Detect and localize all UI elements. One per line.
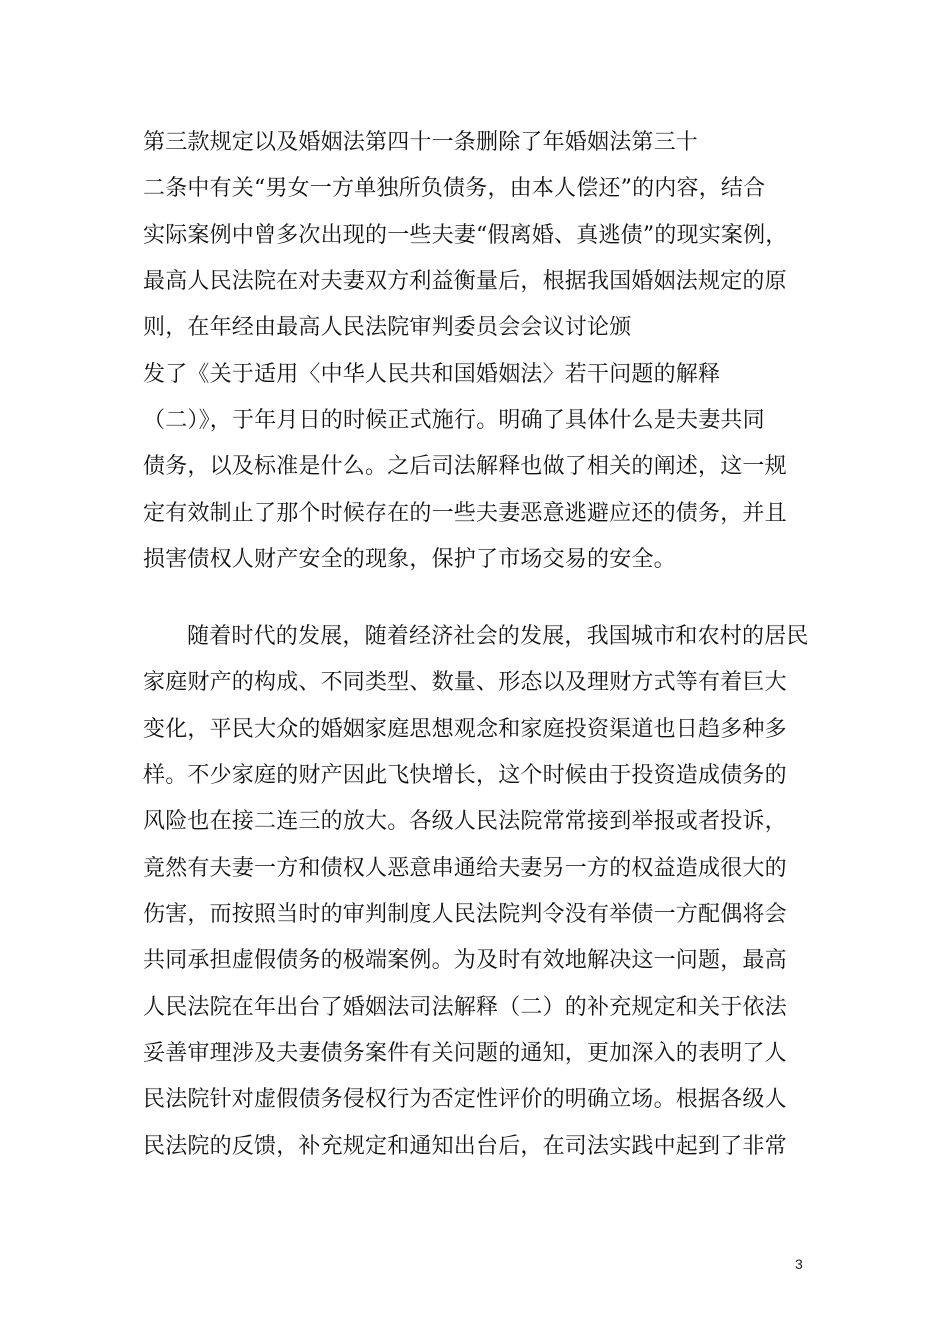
text-line: 人民法院在年出台了婚姻法司法解释（二）的补充规定和关于依法 xyxy=(143,995,787,1020)
text-line: 变化，平民大众的婚姻家庭思想观念和家庭投资渠道也日趋多种多 xyxy=(143,717,787,742)
text-line: 二条中有关“男女一方单独所负债务，由本人偿还”的内容，结合 xyxy=(143,176,766,201)
text-line: 共同承担虚假债务的极端案例。为及时有效地解决这一问题，最高 xyxy=(143,948,787,973)
text-line: 家庭财产的构成、不同类型、数量、形态以及理财方式等有着巨大 xyxy=(143,670,787,695)
text-line: （二）》，于年月日的时候正式施行。明确了具体什么是夫妻共同 xyxy=(143,408,765,433)
text-line: 债务，以及标准是什么。之后司法解释也做了相关的阐述，这一规 xyxy=(143,454,787,479)
text-line: 随着时代的发展，随着经济社会的发展，我国城市和农村的居民 xyxy=(187,624,809,649)
text-line: 妥善审理涉及夫妻债务案件有关问题的通知，更加深入的表明了人 xyxy=(143,1041,787,1066)
text-line: 竟然有夫妻一方和债权人恶意串通给夫妻另一方的权益造成很大的 xyxy=(143,856,787,881)
text-line: 样。不少家庭的财产因此飞快增长，这个时候由于投资造成债务的 xyxy=(143,763,787,788)
text-line: 损害债权人财产安全的现象，保护了市场交易的安全。 xyxy=(143,547,676,572)
text-line: 则，在年经由最高人民法院审判委员会会议讨论颁 xyxy=(143,315,632,340)
text-line: 民法院针对虚假债务侵权行为否定性评价的明确立场。根据各级人 xyxy=(143,1087,787,1112)
text-line: 民法院的反馈，补充规定和通知出台后，在司法实践中起到了非常 xyxy=(143,1134,787,1159)
text-line: 最高人民法院在对夫妻双方利益衡量后，根据我国婚姻法规定的原 xyxy=(143,269,787,294)
text-line: 伤害，而按照当时的审判制度人民法院判令没有举债一方配偶将会 xyxy=(143,902,787,927)
text-line: 第三款规定以及婚姻法第四十一条删除了年婚姻法第三十 xyxy=(143,130,699,155)
text-line: 实际案例中曾多次出现的一些夫妻“假离婚、真逃债”的现实案例， xyxy=(143,223,788,248)
page-number: 3 xyxy=(795,1256,803,1272)
text-line: 发了《关于适用〈中华人民共和国婚姻法〉若干问题的解释 xyxy=(143,362,721,387)
text-line: 定有效制止了那个时候存在的一些夫妻恶意逃避应还的债务，并且 xyxy=(143,501,787,526)
text-line: 风险也在接二连三的放大。各级人民法院常常接到举报或者投诉， xyxy=(143,809,787,834)
